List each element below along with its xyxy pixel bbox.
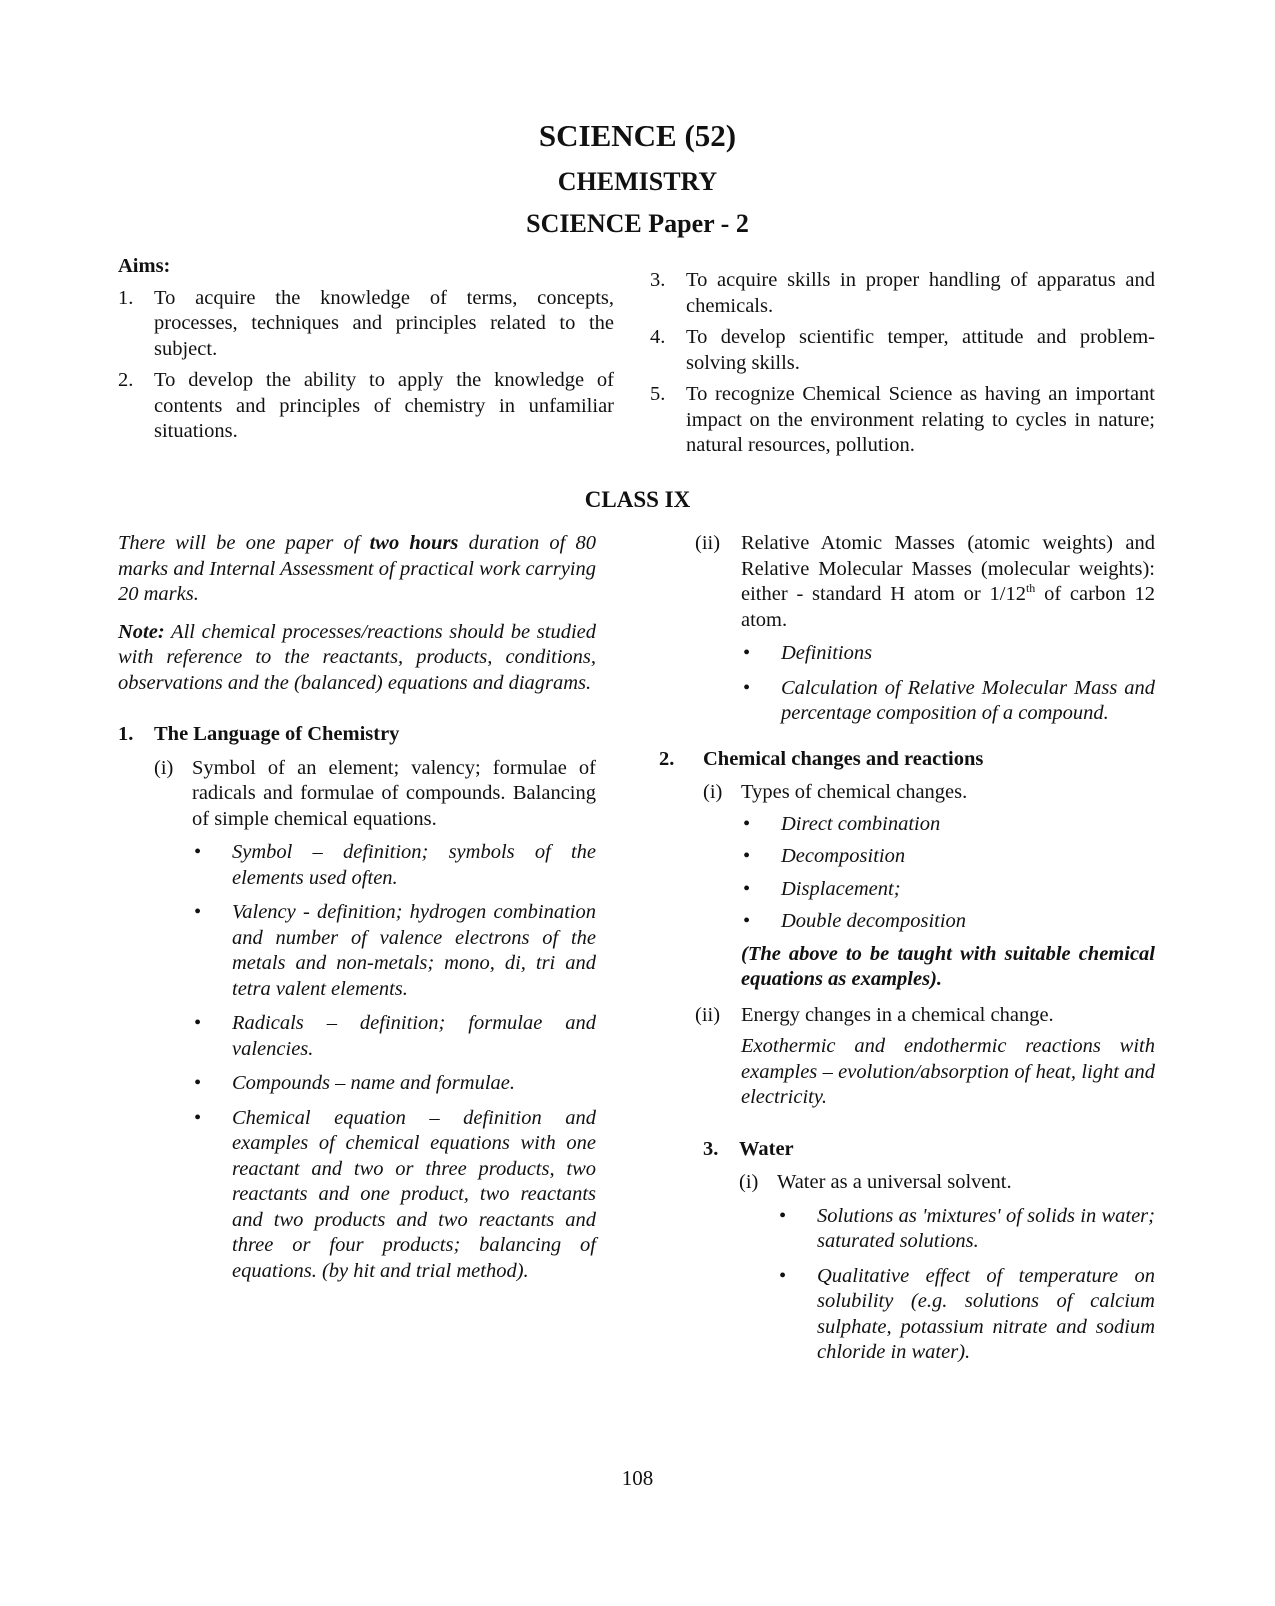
bullet-icon: • xyxy=(779,1264,787,1287)
subject-title: CHEMISTRY xyxy=(557,167,718,196)
teaching-note: (The above to be taught with suitable chemical equations as examples). xyxy=(741,942,1155,990)
roman-numeral: (i) xyxy=(739,1171,759,1193)
bullet-icon: • xyxy=(194,1072,202,1094)
bullet-list xyxy=(777,1204,1155,1366)
bullet-text: Decomposition xyxy=(781,845,906,867)
bullet-icon: • xyxy=(779,1204,787,1227)
sub-item xyxy=(739,1170,1155,1196)
bullet-text: Solutions as 'mixtures' of solids in water; saturated solutions. xyxy=(817,1204,1155,1252)
sub-item-text: Energy changes in a chemical change. xyxy=(741,1003,1054,1026)
sub-item xyxy=(154,756,596,833)
page-title: SCIENCE (52) xyxy=(538,118,737,153)
intro-paragraph xyxy=(118,531,596,608)
aim-item xyxy=(650,325,1155,376)
section-heading xyxy=(703,1137,1155,1163)
aims-heading: Aims: xyxy=(118,255,171,277)
aim-text: To acquire skills in proper handling of apparatus and chemicals. xyxy=(686,269,1155,317)
bullet-text: Compounds – name and formulae. xyxy=(232,1072,516,1094)
bullet-list xyxy=(192,840,596,1284)
aim-text: To recognize Chemical Science as having an important impact on the environment relating to cycles in nature; natural resources, pollution. xyxy=(686,383,1155,456)
list-item xyxy=(777,1264,1155,1366)
bullet-text: Symbol – definition; symbols of the elements used often. xyxy=(232,841,596,889)
sub-item xyxy=(695,1003,1155,1029)
aims-right-column xyxy=(650,268,1155,465)
sub-item-detail: Exothermic and endothermic reactions with examples – evolution/absorption of heat, light and electricity. xyxy=(741,1035,1155,1108)
sub-item-text: Water as a universal solvent. xyxy=(777,1171,1012,1193)
aim-number: 1. xyxy=(118,286,134,309)
aim-text: To develop the ability to apply the knowledge of contents and principles of chemistry in unfamiliar situations. xyxy=(154,369,614,442)
bullet-text: Direct combination xyxy=(781,812,941,835)
bullet-icon: • xyxy=(194,1012,202,1034)
body-right-column xyxy=(659,531,1155,1375)
intro-emphasis: two hours xyxy=(369,532,459,554)
list-item xyxy=(192,840,596,891)
aim-number: 3. xyxy=(650,269,666,291)
bullet-icon: • xyxy=(743,812,751,835)
aim-number: 2. xyxy=(118,369,134,391)
bullet-text: Definitions xyxy=(781,642,873,664)
sub-item-text: Symbol of an element; valency; formulae of radicals and formulae of compounds. Balancing of simple chemical equations. xyxy=(192,756,596,830)
sub-item xyxy=(703,780,1155,806)
bullet-icon: • xyxy=(743,642,751,664)
section-title: Water xyxy=(739,1137,794,1160)
superscript: th xyxy=(1025,581,1036,596)
bullet-icon: • xyxy=(743,877,751,900)
aim-item xyxy=(118,286,614,363)
list-item xyxy=(192,900,596,1002)
list-item xyxy=(741,909,1155,935)
list-item xyxy=(741,812,1155,838)
section-heading xyxy=(659,747,1155,773)
paper-title: SCIENCE Paper - 2 xyxy=(526,209,749,238)
section-number: 3. xyxy=(703,1137,719,1160)
intro-text-a: There will be one paper of xyxy=(118,532,370,554)
list-item xyxy=(777,1204,1155,1255)
list-item xyxy=(192,1011,596,1062)
aim-item xyxy=(650,268,1155,319)
section-title: The Language of Chemistry xyxy=(154,723,400,745)
section-number: 2. xyxy=(659,747,675,770)
sub-item xyxy=(695,531,1155,633)
note-label: Note: xyxy=(118,620,165,643)
aim-number: 4. xyxy=(650,326,666,348)
sub-item-text: Types of chemical changes. xyxy=(741,781,968,803)
bullet-text: Displacement; xyxy=(781,877,901,900)
bullet-text: Valency - definition; hydrogen combination and number of valence electrons of the metals and non-metals; mono, di, tri and tetra valent elements. xyxy=(232,901,596,1000)
sub-item-text-b: of carbon 12 atom. xyxy=(741,583,1155,631)
note-text: All chemical processes/reactions should be studied with reference to the reactants, products, conditions, observations and the (balanced) equations and diagrams. xyxy=(118,620,596,694)
bullet-list xyxy=(741,812,1155,935)
bullet-icon: • xyxy=(743,910,751,932)
bullet-text: Chemical equation – definition and examples of chemical equations with one reactant and two or three products, two reactants and one product, two reactants and two products and two reactants and three or four products; balancing of equations. (by hit and trial method). xyxy=(232,1106,596,1282)
bullet-text: Qualitative effect of temperature on solubility (e.g. solutions of calcium sulphate, potassium nitrate and sodium chloride in water). xyxy=(817,1264,1155,1363)
section-heading xyxy=(118,722,596,748)
aims-left-column xyxy=(118,254,614,451)
bullet-list xyxy=(741,641,1155,727)
bullet-icon: • xyxy=(194,901,202,923)
intro-text-c: duration of 80 marks and Internal Assessment of practical work carrying 20 marks. xyxy=(118,532,596,605)
roman-numeral: (i) xyxy=(703,781,723,803)
aim-item xyxy=(650,382,1155,459)
list-item xyxy=(741,844,1155,870)
bullet-text: Calculation of Relative Molecular Mass and percentage composition of a compound. xyxy=(781,676,1155,724)
aim-number: 5. xyxy=(650,383,666,405)
roman-numeral: (i) xyxy=(154,756,174,779)
bullet-icon: • xyxy=(743,676,751,699)
aim-text: To acquire the knowledge of terms, concepts, processes, techniques and principles related to the subject. xyxy=(154,286,614,360)
bullet-icon: • xyxy=(743,845,751,867)
section-title: Chemical changes and reactions xyxy=(703,747,984,770)
bullet-text: Double decomposition xyxy=(781,910,967,932)
class-heading: CLASS IX xyxy=(584,487,691,512)
page-number: 108 xyxy=(621,1466,654,1490)
list-item xyxy=(741,676,1155,727)
bullet-icon: • xyxy=(194,1106,202,1129)
aim-item xyxy=(118,368,614,445)
aim-text: To develop scientific temper, attitude and problem-solving skills. xyxy=(686,326,1155,374)
list-item xyxy=(741,877,1155,903)
sub-item-text-a: Relative Atomic Masses (atomic weights) and Relative Molecular Masses (molecular weights): either - standard H atom or 1/12 xyxy=(741,532,1155,605)
list-item xyxy=(192,1106,596,1285)
roman-numeral: (ii) xyxy=(695,532,721,554)
roman-numeral: (ii) xyxy=(695,1003,721,1026)
sub-item-text xyxy=(741,531,1155,633)
body-left-column xyxy=(118,531,596,1293)
list-item xyxy=(741,641,1155,667)
bullet-text: Radicals – definition; formulae and valencies. xyxy=(232,1012,596,1060)
bullet-icon: • xyxy=(194,841,202,863)
section-number: 1. xyxy=(118,723,134,745)
list-item xyxy=(192,1071,596,1097)
note-paragraph xyxy=(118,620,596,697)
